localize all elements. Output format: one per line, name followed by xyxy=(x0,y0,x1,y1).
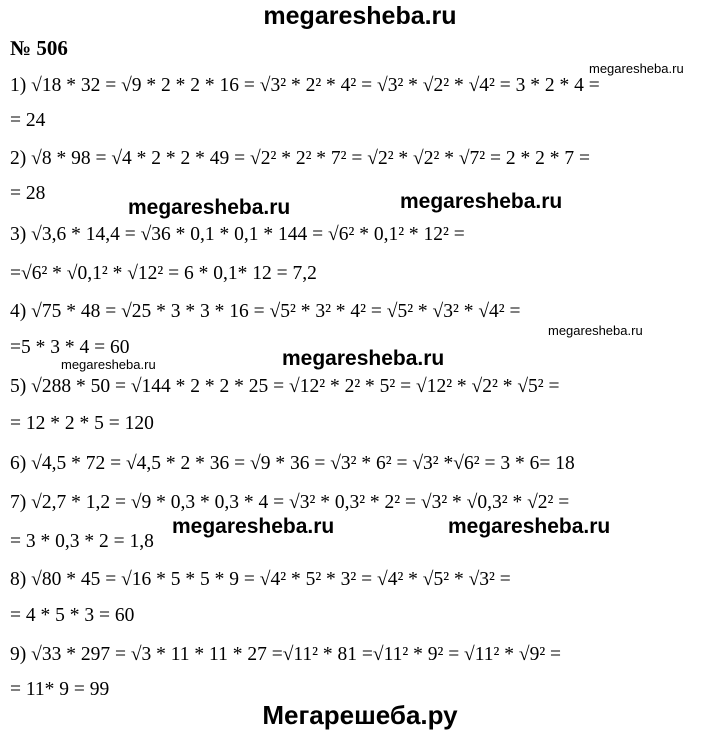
solution-line-1b: = 24 xyxy=(10,110,46,131)
solution-line-7b: = 3 * 0,3 * 2 = 1,8 xyxy=(10,531,154,552)
solution-line-8b: = 4 * 5 * 3 = 60 xyxy=(10,605,135,626)
site-header: megaresheba.ru xyxy=(263,2,457,30)
solution-line-4a: 4) √75 * 48 = √25 * 3 * 3 * 16 = √5² * 3² * 4² = √5² * √3² * √4² = xyxy=(10,301,521,322)
solution-line-3b: =√6² * √0,1² * √12² = 6 * 0,1* 12 = 7,2 xyxy=(10,263,317,284)
watermark-small: megaresheba.ru xyxy=(61,357,156,372)
solution-line-6: 6) √4,5 * 72 = √4,5 * 2 * 36 = √9 * 36 = √3² * 6² = √3² *√6² = 3 * 6= 18 xyxy=(10,453,575,474)
watermark: megaresheba.ru xyxy=(282,347,445,370)
watermark: megaresheba.ru xyxy=(128,196,291,219)
watermark: megaresheba.ru xyxy=(172,515,335,538)
solution-line-1a: 1) √18 * 32 = √9 * 2 * 2 * 16 = √3² * 2² * 4² = √3² * √2² * √4² = 3 * 2 * 4 = xyxy=(10,75,600,96)
solution-line-4b: =5 * 3 * 4 = 60 xyxy=(10,337,130,358)
watermark-small: megaresheba.ru xyxy=(548,323,643,338)
solution-line-3a: 3) √3,6 * 14,4 = √36 * 0,1 * 0,1 * 144 = √6² * 0,1² * 12² = xyxy=(10,224,465,245)
solution-line-8a: 8) √80 * 45 = √16 * 5 * 5 * 9 = √4² * 5² * 3² = √4² * √5² * √3² = xyxy=(10,569,511,590)
watermark: megaresheba.ru xyxy=(400,190,563,213)
solution-line-9b: = 11* 9 = 99 xyxy=(10,679,110,700)
watermark: megaresheba.ru xyxy=(448,515,611,538)
solution-line-5b: = 12 * 2 * 5 = 120 xyxy=(10,413,154,434)
problem-number: № 506 xyxy=(10,36,68,60)
solution-line-9a: 9) √33 * 297 = √3 * 11 * 11 * 27 =√11² * 81 =√11² * 9² = √11² * √9² = xyxy=(10,644,562,665)
solution-line-5a: 5) √288 * 50 = √144 * 2 * 2 * 25 = √12² * 2² * 5² = √12² * √2² * √5² = xyxy=(10,376,560,397)
watermark-small: megaresheba.ru xyxy=(589,61,684,76)
site-footer: Мегарешеба.ру xyxy=(262,700,458,730)
solution-line-7a: 7) √2,7 * 1,2 = √9 * 0,3 * 0,3 * 4 = √3² * 0,3² * 2² = √3² * √0,3² * √2² = xyxy=(10,492,570,513)
solution-line-2a: 2) √8 * 98 = √4 * 2 * 2 * 49 = √2² * 2² * 7² = √2² * √2² * √7² = 2 * 2 * 7 = xyxy=(10,148,591,169)
solution-line-2b: = 28 xyxy=(10,183,46,204)
